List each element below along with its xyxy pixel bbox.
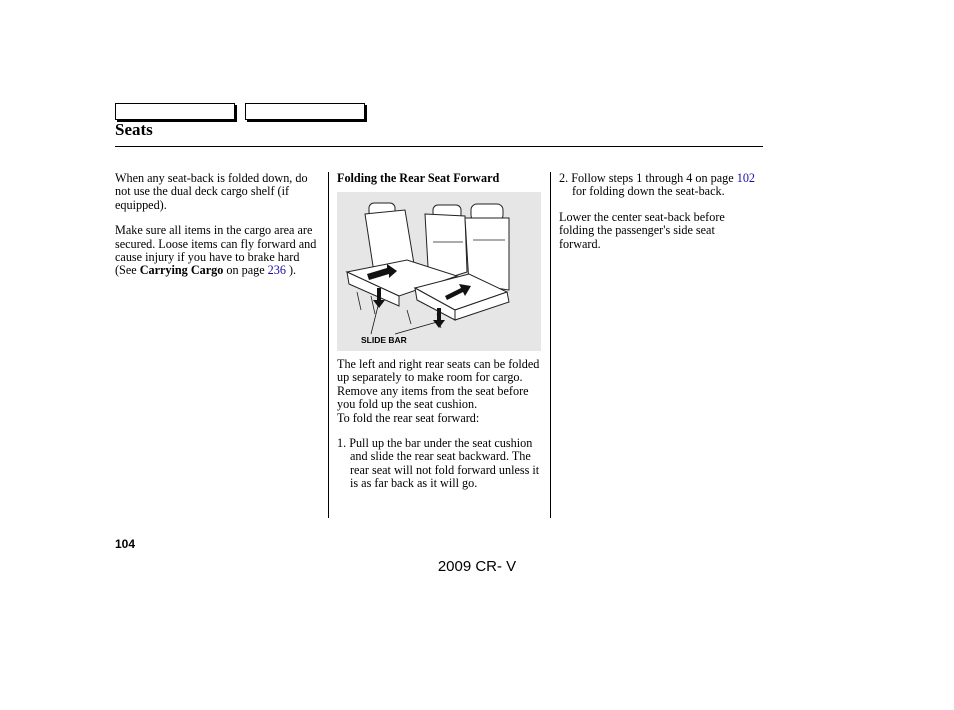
nav-tab-index[interactable] — [245, 103, 365, 120]
column-divider-2 — [550, 172, 551, 518]
step-2: 2. Follow steps 1 through 4 on page 102 for folding down the seat-back. — [559, 171, 756, 199]
rear-seat-para: The left and right rear seats can be folded up separately to make room for cargo. — [337, 357, 540, 385]
left-column — [115, 172, 320, 278]
column-divider-1 — [328, 172, 329, 518]
cargo-shelf-warning: When any seat-back is folded down, do not use the dual deck cargo shelf (if equipped). — [115, 171, 308, 212]
page-link-102[interactable]: 102 — [736, 171, 756, 185]
right-column — [559, 172, 759, 251]
page-title: Seats — [115, 120, 153, 139]
rear-seat-illustration — [337, 192, 541, 351]
nav-tab-contents[interactable] — [115, 103, 235, 120]
middle-column — [337, 172, 547, 185]
rear-seat-drawing — [337, 192, 541, 351]
title-rule — [115, 146, 763, 147]
fold-intro-para: To fold the rear seat forward: — [337, 410, 480, 425]
carrying-cargo-ref: Carrying Cargo — [139, 263, 224, 278]
step-1: 1. Pull up the bar under the seat cushion and slide the rear seat backward. The rear seat will not fold forward unless it is as far back as it will go. — [337, 436, 540, 491]
middle-column-body — [337, 358, 547, 491]
section-heading: Folding the Rear Seat Forward — [337, 171, 500, 185]
cargo-secure-note: Make sure all items in the cargo area are secured. Loose items can fly forward and cause injury if you have to brake hard (See Carrying Cargo on page 236 ). — [115, 223, 317, 278]
remove-items-para: Remove any items from the seat before you fold up the seat cushion. — [337, 383, 529, 412]
model-footer: 2009 CR- V — [437, 558, 517, 575]
page-link-236[interactable]: 236 — [267, 263, 286, 278]
center-seatback-note: Lower the center seat-back before folding the passenger's side seat forward. — [559, 209, 725, 251]
slide-bar-label: SLIDE BAR — [361, 335, 407, 345]
page-number: 104 — [115, 537, 136, 551]
